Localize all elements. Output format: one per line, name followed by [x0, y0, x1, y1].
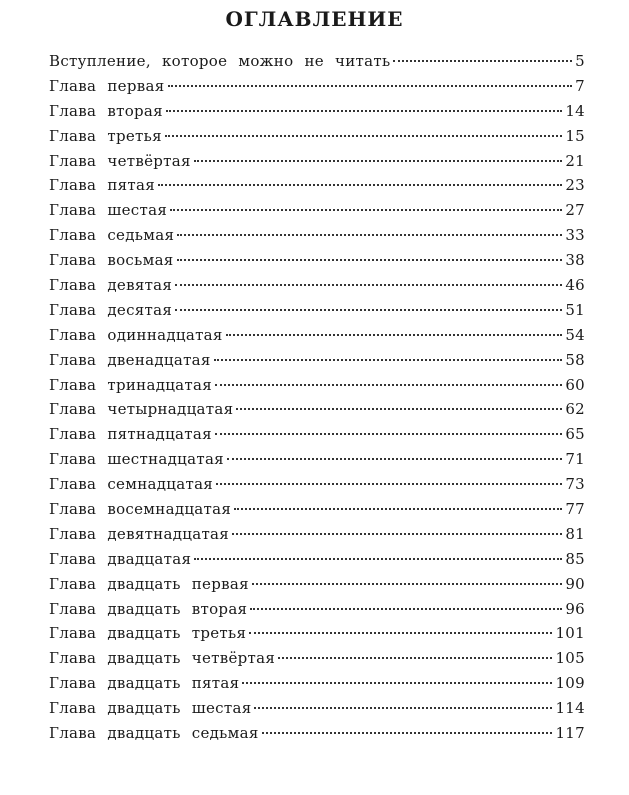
table-of-contents: [49, 51, 585, 748]
toc-entry-label: Глава одиннадцатая: [49, 325, 223, 344]
toc-entry-label: Глава двадцать шестая: [49, 699, 252, 718]
toc-entry-page-number: 14: [565, 101, 585, 120]
toc-entry-label: Глава тринадцатая: [49, 375, 213, 394]
toc-entry-page-number: 71: [565, 450, 585, 469]
toc-entry-label: Глава вторая: [49, 101, 163, 120]
toc-entry-page-number: 114: [555, 699, 585, 718]
dot-leader: [158, 184, 562, 186]
dot-leader: [252, 583, 562, 585]
dot-leader: [175, 309, 562, 311]
dot-leader: [226, 334, 563, 336]
toc-entry-page-number: 5: [575, 52, 585, 70]
toc-entry[interactable]: [49, 225, 585, 250]
dot-leader: [166, 110, 562, 112]
dot-leader: [170, 209, 562, 211]
toc-entry[interactable]: [49, 175, 585, 200]
toc-entry[interactable]: [49, 275, 585, 300]
toc-entry-label: Глава седьмая: [49, 226, 175, 245]
toc-entry[interactable]: [49, 101, 585, 126]
dot-leader: [214, 359, 563, 361]
toc-entry-label: Глава четвёртая: [49, 151, 191, 170]
toc-entry-page-number: 23: [565, 176, 585, 195]
toc-entry[interactable]: [49, 51, 585, 76]
toc-entry-label: Глава четырнадцатая: [49, 400, 234, 419]
dot-leader: [175, 284, 562, 286]
toc-entry-label: Глава двадцать вторая: [49, 599, 248, 618]
dot-leader: [278, 657, 552, 659]
toc-entry[interactable]: [49, 723, 585, 748]
toc-entry[interactable]: [49, 126, 585, 151]
dot-leader: [215, 384, 562, 386]
toc-entry[interactable]: [49, 524, 585, 549]
toc-entry-label: Глава двадцать третья: [49, 624, 247, 643]
toc-entry-page-number: 109: [555, 674, 585, 693]
dot-leader: [177, 259, 563, 261]
toc-entry-page-number: 51: [565, 300, 585, 319]
toc-entry-label: Глава восемнадцатая: [49, 500, 232, 519]
toc-entry-label: Глава третья: [49, 126, 162, 145]
toc-entry[interactable]: [49, 574, 585, 599]
toc-entry-label: Глава шестнадцатая: [49, 450, 224, 469]
toc-entry-page-number: 58: [565, 350, 585, 369]
toc-entry[interactable]: [49, 250, 585, 275]
toc-entry-page-number: 101: [555, 624, 585, 643]
toc-entry-label: Глава двадцать четвёртая: [49, 649, 276, 668]
toc-entry-page-number: 60: [565, 375, 585, 394]
toc-entry[interactable]: [49, 200, 585, 225]
toc-entry[interactable]: [49, 623, 585, 648]
toc-entry-page-number: 105: [555, 649, 585, 668]
toc-entry[interactable]: [49, 698, 585, 723]
toc-entry-label: Глава двадцать седьмая: [49, 724, 259, 743]
dot-leader: [254, 707, 552, 709]
toc-entry[interactable]: [49, 76, 585, 101]
dot-leader: [194, 160, 563, 162]
toc-entry-label: Глава шестая: [49, 201, 168, 220]
dot-leader: [177, 234, 562, 236]
dot-leader: [165, 135, 562, 137]
toc-entry[interactable]: [49, 599, 585, 624]
toc-entry[interactable]: [49, 151, 585, 176]
toc-entry[interactable]: [49, 300, 585, 325]
toc-entry[interactable]: [49, 549, 585, 574]
toc-entry-label: Глава девятнадцатая: [49, 524, 230, 543]
dot-leader: [236, 408, 562, 410]
dot-leader: [250, 608, 562, 610]
toc-entry-page-number: 38: [565, 251, 585, 270]
toc-entry-page-number: 33: [565, 226, 585, 245]
toc-entry-page-number: 15: [565, 126, 585, 145]
toc-entry-label: Глава восьмая: [49, 251, 174, 270]
toc-entry-page-number: 96: [565, 599, 585, 618]
toc-entry-page-number: 62: [565, 400, 585, 419]
toc-entry-page-number: 117: [555, 724, 585, 743]
toc-entry-label: Глава десятая: [49, 300, 173, 319]
dot-leader: [194, 558, 562, 560]
toc-entry-page-number: 27: [565, 201, 585, 220]
dot-leader: [227, 458, 562, 460]
toc-entry-label: Глава двенадцатая: [49, 350, 211, 369]
toc-entry[interactable]: [49, 375, 585, 400]
toc-entry-label: Глава двадцатая: [49, 549, 192, 568]
toc-entry[interactable]: [49, 424, 585, 449]
toc-entry-page-number: 85: [565, 549, 585, 568]
toc-entry-label: Глава двадцать пятая: [49, 674, 240, 693]
toc-entry[interactable]: [49, 325, 585, 350]
toc-entry-label: Глава пятая: [49, 176, 156, 195]
toc-entry-page-number: 65: [565, 425, 585, 444]
toc-entry[interactable]: [49, 474, 585, 499]
toc-entry-page-number: 46: [565, 276, 585, 295]
dot-leader: [262, 732, 553, 734]
dot-leader: [242, 682, 552, 684]
dot-leader: [168, 85, 573, 87]
toc-entry-label: Глава семнадцатая: [49, 475, 214, 494]
toc-entry-label: Вступление, которое можно не читать: [49, 52, 391, 70]
toc-entry-page-number: 21: [565, 151, 585, 170]
toc-entry[interactable]: [49, 673, 585, 698]
dot-leader: [393, 60, 572, 62]
toc-entry-page-number: 77: [565, 500, 585, 519]
toc-entry-page-number: 7: [575, 76, 585, 95]
toc-entry-page-number: 54: [565, 325, 585, 344]
dot-leader: [232, 533, 562, 535]
page-title: ОГЛАВЛЕНИЕ: [225, 7, 404, 31]
dot-leader: [234, 508, 562, 510]
toc-entry[interactable]: [49, 399, 585, 424]
toc-entry-page-number: 90: [565, 574, 585, 593]
toc-entry-page-number: 73: [565, 475, 585, 494]
dot-leader: [216, 483, 562, 485]
toc-entry[interactable]: [49, 350, 585, 375]
toc-entry-label: Глава двадцать первая: [49, 574, 249, 593]
dot-leader: [249, 632, 552, 634]
toc-entry[interactable]: [49, 648, 585, 673]
toc-entry-label: Глава девятая: [49, 276, 173, 295]
toc-entry-label: Глава пятнадцатая: [49, 425, 212, 444]
toc-entry-label: Глава первая: [49, 76, 165, 95]
toc-entry-page-number: 81: [565, 524, 585, 543]
toc-entry[interactable]: [49, 449, 585, 474]
dot-leader: [215, 433, 562, 435]
toc-entry[interactable]: [49, 499, 585, 524]
